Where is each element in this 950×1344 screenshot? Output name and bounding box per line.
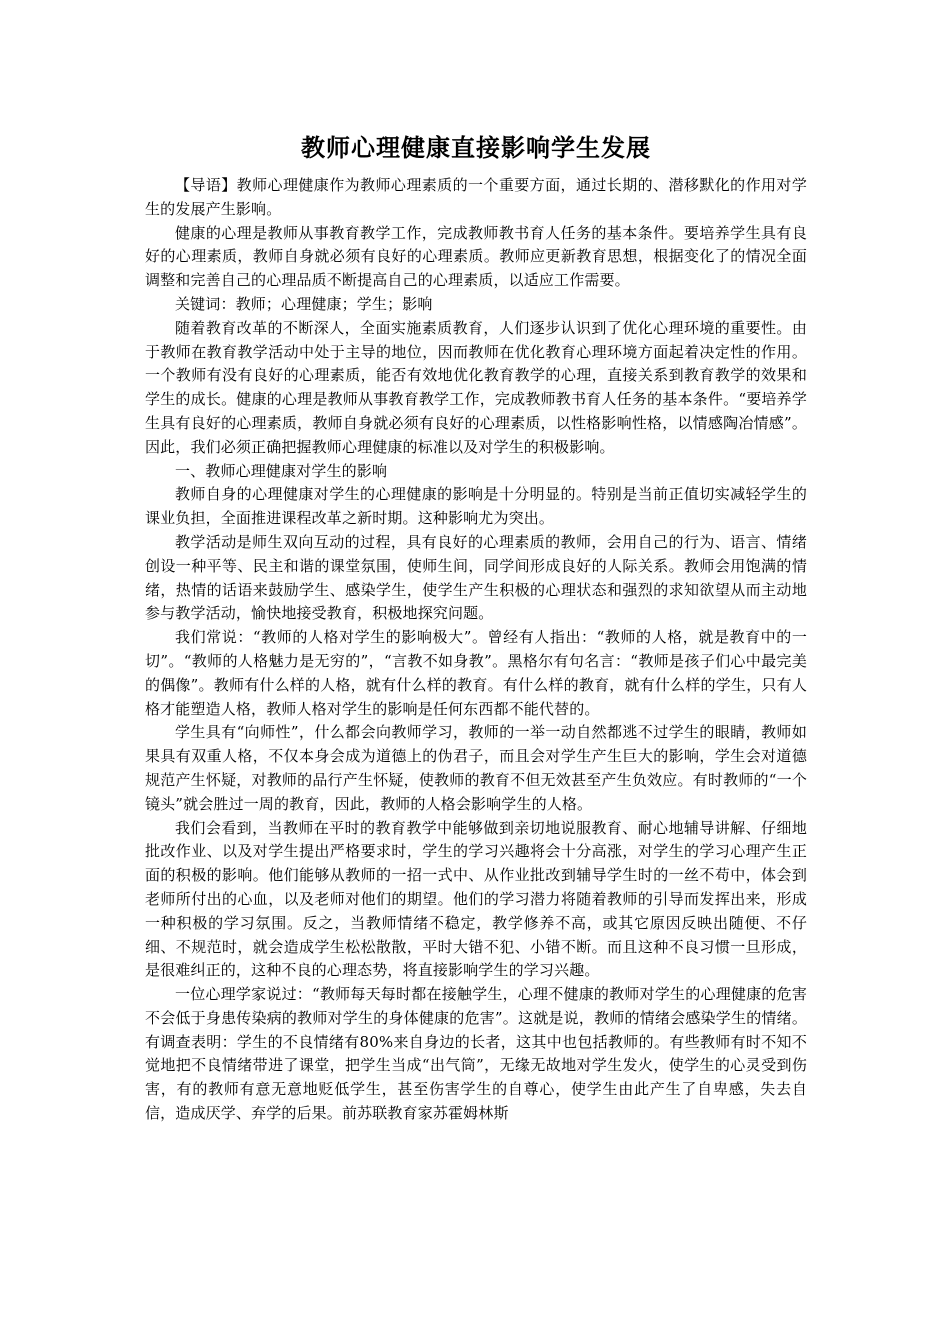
- body-paragraph: 学生具有“向师性”，什么都会向教师学习，教师的一举一动自然都逃不过学生的眼睛，教师如果具有双重人格，不仅本身会成为道德上的伪君子，而且会对学生产生巨大的影响，学生会对道德规范产生怀疑，对教师的品行产生怀疑，使教师的教育不但无效甚至产生负效应。有时教师的“一个镜头”就会胜过一周的教育，因此，教师的人格会影响学生的人格。: [145, 723, 807, 813]
- keywords-line: 关键词：教师；心理健康；学生；影响: [175, 294, 433, 313]
- lead-paragraph: 【导语】教师心理健康作为教师心理素质的一个重要方面，通过长期的、潜移默化的作用对学生的发展产生影响。: [145, 176, 807, 218]
- body-paragraph: 随着教育改革的不断深人，全面实施素质教育，人们逐步认识到了优化心理环境的重要性。由于教师在教育教学活动中处于主导的地位，因而教师在优化教育心理环境方面起着决定性的作用。一个教师有没有良好的心理素质，能否有效地优化教育教学的心理，直接关系到教育教学的效果和学生的成长。健康的心理是教师从事教育教学工作，完成教师教书育人任务的基本条件。“要培养学生具有良好的心理素质，教师自身就必须有良好的心理素质，以性格影响性格，以情感陶冶情感”。因此，我们必须正确把握教师心理健康的标准以及对学生的积极影响。: [145, 318, 807, 456]
- body-paragraph: 我们会看到，当教师在平时的教育教学中能够做到亲切地说服教育、耐心地辅导讲解、仔细地批改作业、以及对学生提出严格要求时，学生的学习兴趣将会十分高涨，对学生的学习心理产生正面的积极的影响。他们能够从教师的一招一式中、从作业批改到辅导学生时的一丝不苟中，体会到老师所付出的心血，以及老师对他们的期望。他们的学习潜力将随着教师的引导而发挥出来，形成一种积极的学习氛围。反之，当教师情绪不稳定，教学修养不高，或其它原因反映出随便、不仔细、不规范时，就会造成学生松松散散，平时大错不犯、小错不断。而且这种不良习惯一旦形成，是很难纠正的，这种不良的心理态势，将直接影响学生的学习兴趣。: [145, 818, 807, 980]
- document-title: 教师心理健康直接影响学生发展: [301, 134, 651, 162]
- body-paragraph: 一位心理学家说过：“教师每天每时都在接触学生，心理不健康的教师对学生的心理健康的危害不会低于身患传染病的教师对学生的身体健康的危害”。这就是说，教师的情绪会感染学生的情绪。有调查表明：学生的不良情绪有80%来自身边的长者，这其中也包括教师的。有些教师有时不知不觉地把不良情绪带进了课堂，把学生当成“出气筒”，无缘无故地对学生发火，使学生的心灵受到伤害，有的教师有意无意地贬低学生，甚至伤害学生的自尊心，使学生由此产生了自卑感，失去自信，造成厌学、弃学的后果。前苏联教育家苏霍姆林斯: [145, 985, 807, 1123]
- body-paragraph: 我们常说：“教师的人格对学生的影响极大”。曾经有人指出：“教师的人格，就是教育中的一切”。“教师的人格魅力是无穷的”，“言教不如身教”。黑格尔有句名言：“教师是孩子们心中最完美的偶像”。教师有什么样的人格，就有什么样的教育。有什么样的教育，就有什么样的学生，只有人格才能塑造人格，教师人格对学生的影响是任何东西都不能代替的。: [145, 628, 807, 718]
- body-paragraph: 教师自身的心理健康对学生的心理健康的影响是十分明显的。特别是当前正值切实减轻学生的课业负担，全面推进课程改革之新时期。这种影响尤为突出。: [145, 485, 807, 528]
- section-heading: 一、教师心理健康对学生的影响: [175, 461, 388, 480]
- body-paragraph: 教学活动是师生双向互动的过程，具有良好的心理素质的教师，会用自己的行为、语言、情绪创设一种平等、民主和谐的课堂氛围，使师生间，同学间形成良好的人际关系。教师会用饱满的情绪，热情的话语来鼓励学生、感染学生，使学生产生积极的心理状态和强烈的求知欲望从而主动地参与教学活动，愉快地接受教育，积极地探究问题。: [145, 532, 807, 623]
- document-page: [145, 128, 807, 1126]
- abstract-paragraph: 健康的心理是教师从事教育教学工作，完成教师教书育人任务的基本条件。要培养学生具有良好的心理素质，教师自身就必须有良好的心理素质。教师应更新教育思想，根据变化了的情况全面调整和完善自己的心理品质不断提高自己的心理素质，以适应工作需要。: [145, 223, 807, 290]
